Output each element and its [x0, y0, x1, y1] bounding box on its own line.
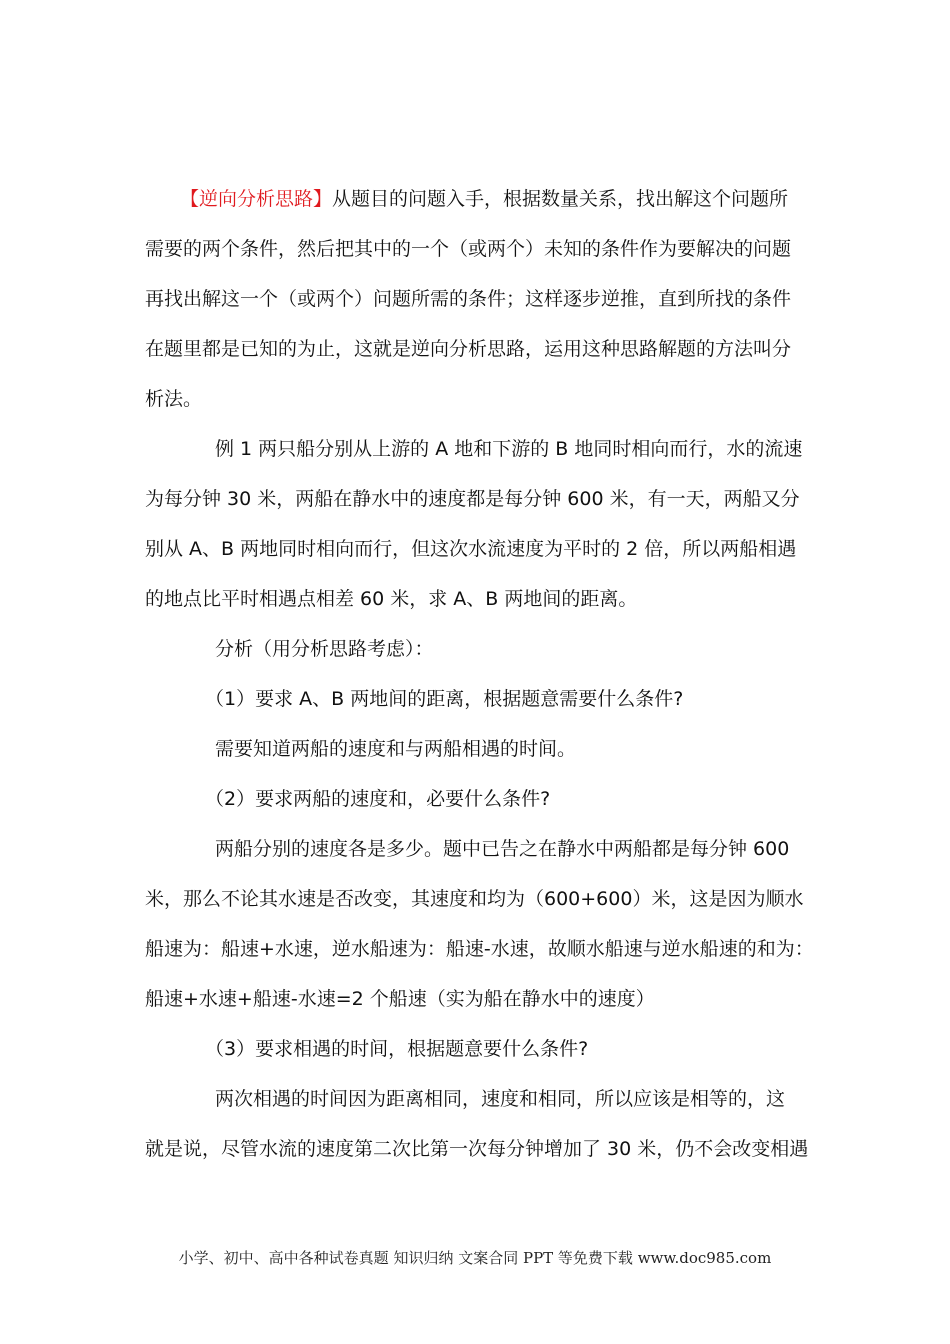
- example-line-4: 的地点比平时相遇点相差 60 米，求 A、B 两地间的距离。: [145, 588, 638, 610]
- answer-2-line-1: 两船分别的速度各是多少。题中已告之在静水中两船都是每分钟 600: [215, 838, 790, 860]
- paragraph-1-line-2: 需要的两个条件，然后把其中的一个（或两个）未知的条件作为要解决的问题: [145, 238, 792, 260]
- paragraph-1-line-1-text: 从题目的问题入手，根据数量关系，找出解这个问题所: [332, 188, 789, 210]
- answer-3-line-2: 就是说，尽管水流的速度第二次比第一次每分钟增加了 30 米，仍不会改变相遇: [145, 1138, 809, 1160]
- page-footer: 小学、初中、高中各种试卷真题 知识归纳 文案合同 PPT 等免费下载 www.doc985.com: [178, 1249, 772, 1267]
- example-line-2: 为每分钟 30 米，两船在静水中的速度都是每分钟 600 米，有一天，两船又分: [145, 488, 800, 510]
- paragraph-1-line-3: 再找出解这一个（或两个）问题所需的条件；这样逐步逆推，直到所找的条件: [145, 288, 792, 310]
- example-line-1: 例 1 两只船分别从上游的 A 地和下游的 B 地同时相向而行，水的流速: [215, 438, 803, 460]
- analysis-heading: 分析（用分析思路考虑）：: [215, 638, 434, 660]
- answer-2-line-2: 米，那么不论其水速是否改变，其速度和均为（600+600）米，这是因为顺水: [145, 888, 804, 910]
- example-line-3: 别从 A、B 两地同时相向而行，但这次水流速度为平时的 2 倍，所以两船相遇: [145, 538, 797, 560]
- answer-2-line-4: 船速+水速+船速-水速=2 个船速（实为船在静水中的速度）: [145, 988, 655, 1010]
- answer-3-line-1: 两次相遇的时间因为距离相同，速度和相同，所以应该是相等的，这: [215, 1088, 786, 1110]
- paragraph-1-line-5: 析法。: [145, 388, 203, 410]
- paragraph-1-line-4: 在题里都是已知的为止，这就是逆向分析思路，运用这种思路解题的方法叫分: [145, 338, 792, 360]
- question-2: （2）要求两船的速度和，必要什么条件?: [205, 788, 551, 810]
- answer-2-line-3: 船速为：船速+水速，逆水船速为：船速-水速，故顺水船速与逆水船速的和为：: [145, 938, 814, 960]
- question-1: （1）要求 A、B 两地间的距离，根据题意需要什么条件?: [205, 688, 684, 710]
- question-3: （3）要求相遇的时间，根据题意要什么条件?: [205, 1038, 589, 1060]
- method-title: 【逆向分析思路】: [180, 188, 333, 210]
- paragraph-1-line-1: [180, 186, 788, 212]
- answer-1: 需要知道两船的速度和与两船相遇的时间。: [215, 738, 577, 760]
